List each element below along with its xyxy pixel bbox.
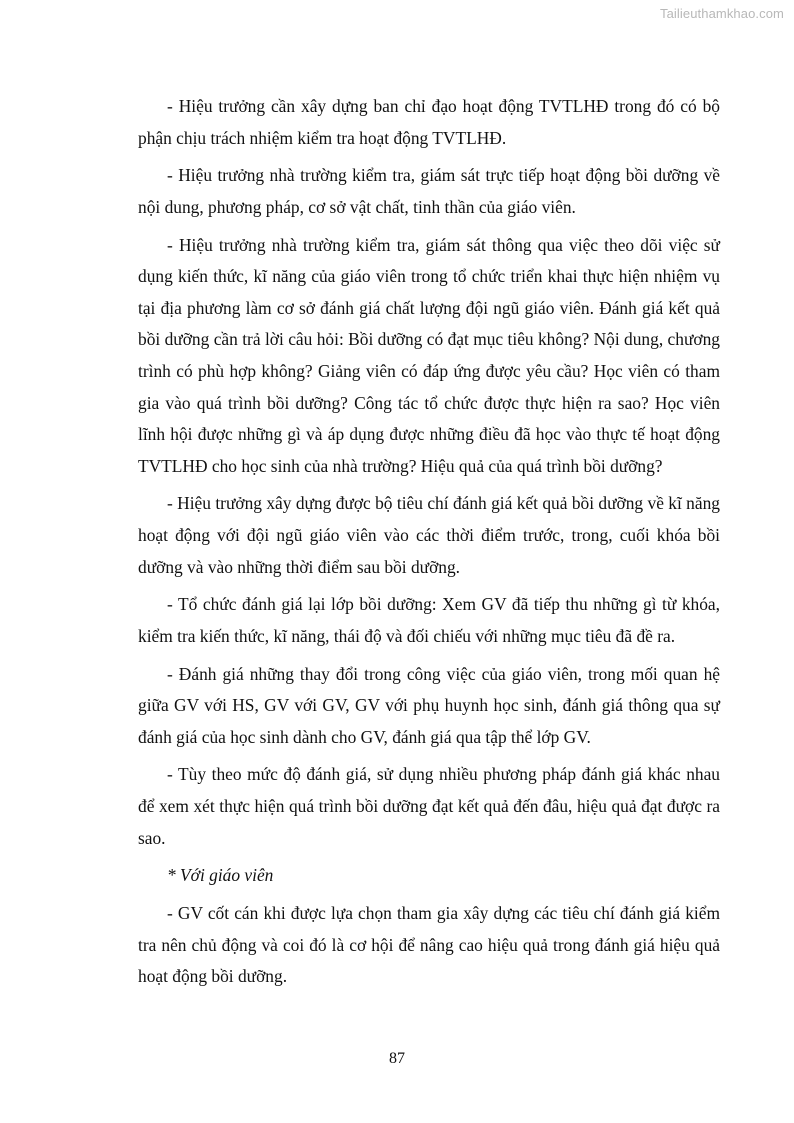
paragraph-evaluation-criteria: - Hiệu trưởng xây dựng được bộ tiêu chí đánh giá kết quả bồi dưỡng về kĩ năng hoạt động với đội ngũ giáo viên vào các thời điểm trước, trong, cuối khóa bồi dưỡng và vào những thời điểm sau bồi dưỡng. (138, 493, 720, 577)
paragraph-work-changes: - Đánh giá những thay đổi trong công việc của giáo viên, trong mối quan hệ giữa GV với HS, GV với GV, GV với phụ huynh học sinh, đánh giá thông qua sự đánh giá của học sinh dành cho GV, đánh giá qua tập thể lớp GV. (138, 663, 720, 747)
paragraph-evaluation-methods: - Tùy theo mức độ đánh giá, sử dụng nhiều phương pháp đánh giá khác nhau để xem xét thực hiện quá trình bồi dưỡng đạt kết quả đến đâu, hiệu quả đạt được ra sao. (138, 764, 720, 848)
section-heading-teachers: * Với giáo viên (167, 865, 274, 886)
page-number: 87 (389, 1050, 405, 1067)
paragraph-class-reevaluation: - Tổ chức đánh giá lại lớp bồi dưỡng: Xem GV đã tiếp thu những gì từ khóa, kiểm tra kiến thức, kĩ năng, thái độ và đối chiếu với những mục tiêu đã đề ra. (138, 594, 720, 646)
paragraph-direct-supervision: - Hiệu trưởng nhà trường kiểm tra, giám sát trực tiếp hoạt động bồi dưỡng về nội dung, phương pháp, cơ sở vật chất, tinh thần của giáo viên. (138, 165, 720, 217)
paragraph-indirect-supervision: - Hiệu trưởng nhà trường kiểm tra, giám sát thông qua việc theo dõi việc sử dụng kiến thức, kĩ năng của giáo viên trong tổ chức triển khai thực hiện nhiệm vụ tại địa phương làm cơ sở đánh giá chất lượng đội ngũ giáo viên. Đánh giá kết quả bồi dưỡng cần trả lời câu hỏi: Bồi dưỡng có đạt mục tiêu không? Nội dung, chương trình có phù hợp không? Giảng viên có đáp ứng được yêu cầu? Học viên có tham gia vào quá trình bồi dưỡng? Công tác tổ chức được thực hiện ra sao? Học viên lĩnh hội được những gì và áp dụng được những điều đã học vào thực tế hoạt động TVTLHĐ cho học sinh của nhà trường? Hiệu quả của quá trình bồi dưỡng? (138, 234, 720, 476)
site-watermark: Tailieuthamkhao.com (659, 6, 784, 21)
paragraph-principal-steering-board: - Hiệu trưởng cần xây dựng ban chỉ đạo hoạt động TVTLHĐ trong đó có bộ phận chịu trách nhiệm kiểm tra hoạt động TVTLHĐ. (138, 96, 720, 148)
paragraph-core-teachers: - GV cốt cán khi được lựa chọn tham gia xây dựng các tiêu chí đánh giá kiểm tra nên chủ động và coi đó là cơ hội để nâng cao hiệu quả trong đánh giá hiệu quả hoạt động bồi dưỡng. (138, 903, 720, 987)
document-body (138, 91, 720, 999)
